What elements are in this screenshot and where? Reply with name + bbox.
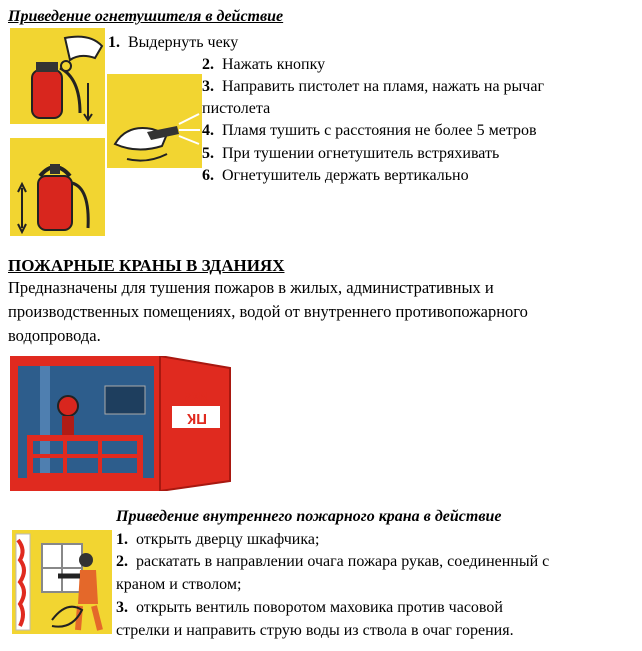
aim-nozzle-pictogram [107, 74, 202, 168]
extinguisher-step-3: 3. Направить пистолет на пламя, нажать на рычаг [202, 78, 545, 95]
hold-vertical-pictogram [10, 138, 105, 236]
pull-pin-pictogram [10, 28, 105, 124]
extinguisher-heading: Приведение огнетушителя в действие [8, 8, 284, 25]
extinguisher-step-1: 1. Выдернуть чеку [108, 34, 239, 51]
cabinet-label: ПК №2 [184, 388, 210, 427]
hydrant-step-3: 3. открыть вентиль поворотом маховика против часовой [116, 599, 503, 616]
hydrant-step-2: 2. раскатать в направлении очага пожара рукав, соединенный с [116, 553, 550, 570]
hydrant-step-3-cont: стрелки и направить струю воды из ствола в очаг горения. [116, 622, 514, 639]
hydrants-description: Предназначены для тушения пожаров в жилых, административных и производственных помещениях, водой от внутреннего противопожарного водопровода. [8, 278, 528, 345]
hydrant-step-1: 1. открыть дверцу шкафчика; [116, 531, 320, 548]
extinguisher-step-2: 2. Нажать кнопку [202, 56, 326, 73]
extinguisher-step-5: 5. При тушении огнетушитель встряхивать [202, 145, 500, 162]
hydrant-operation-heading: Приведение внутреннего пожарного крана в действие [116, 508, 502, 525]
hydrants-heading: ПОЖАРНЫЕ КРАНЫ В ЗДАНИЯХ [8, 256, 285, 275]
hydrant-step-2-cont: краном и стволом; [116, 576, 242, 593]
extinguisher-step-6: 6. Огнетушитель держать вертикально [202, 167, 469, 184]
extinguisher-step-3-cont: пистолета [202, 100, 271, 117]
extinguisher-step-4: 4. Пламя тушить с расстояния не более 5 метров [202, 122, 537, 139]
person-with-hose-pictogram [12, 530, 112, 634]
